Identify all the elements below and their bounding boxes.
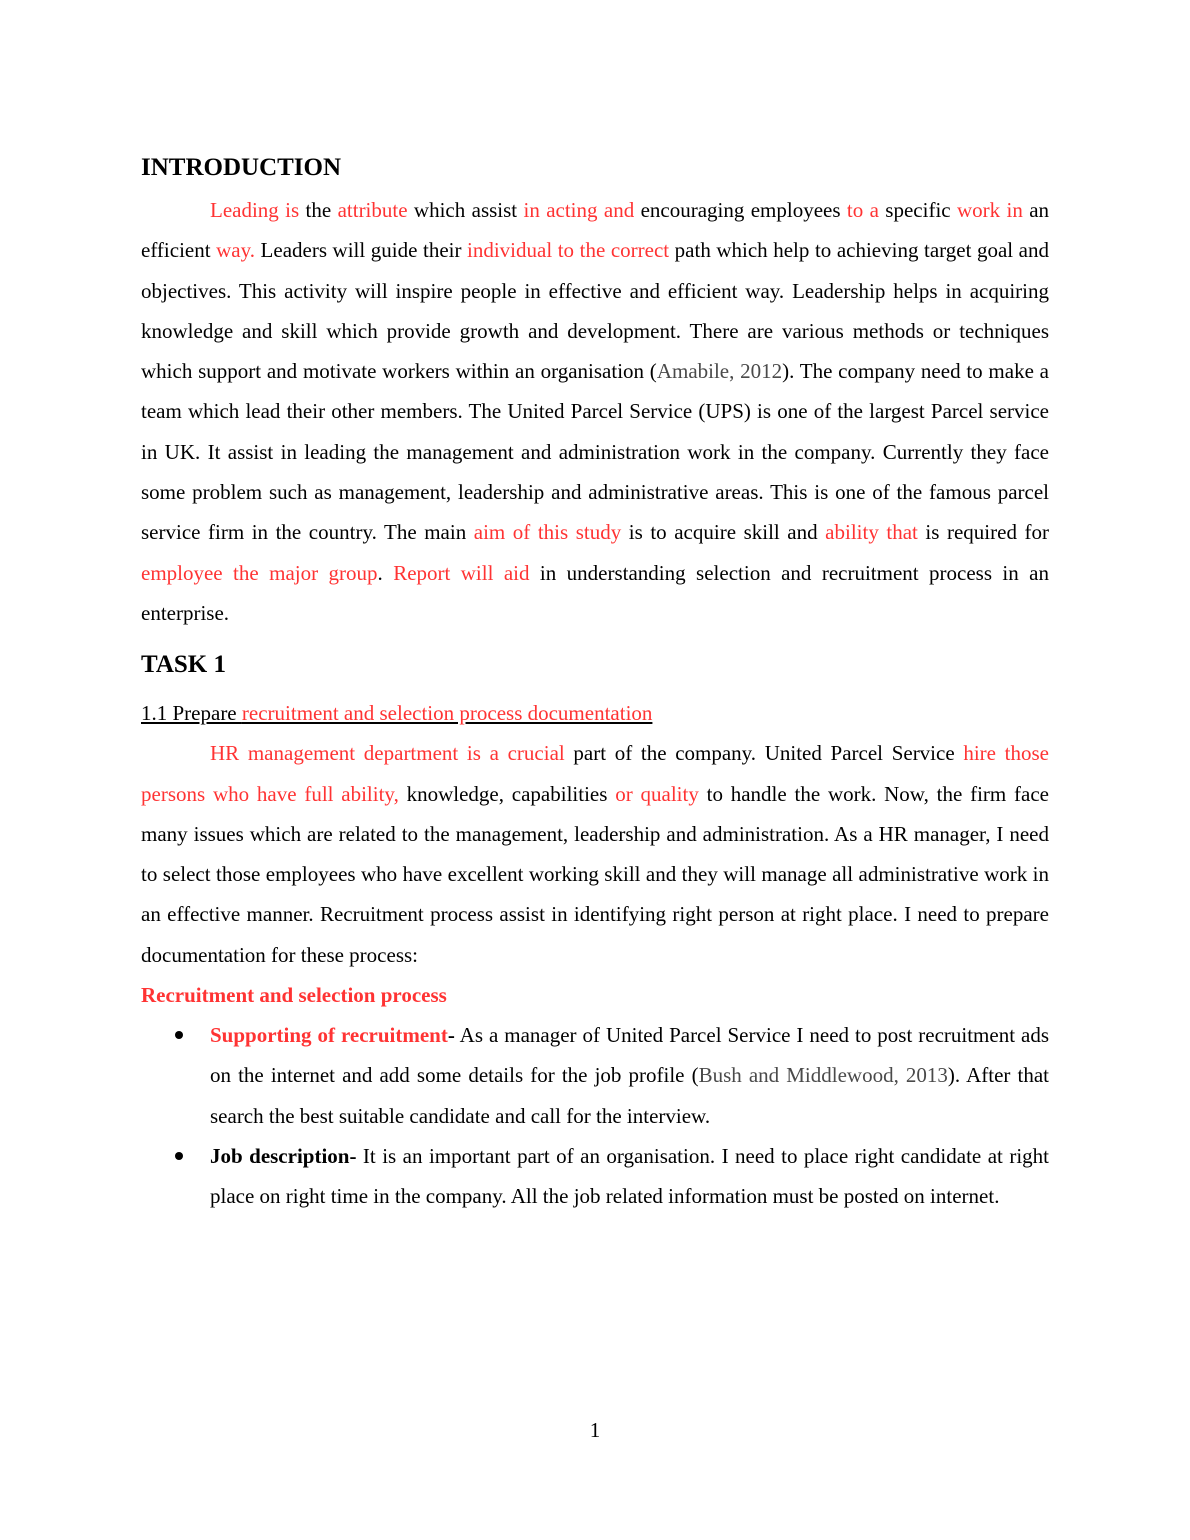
introduction-paragraph bbox=[141, 190, 1049, 633]
highlighted-text: Leading is bbox=[210, 198, 300, 222]
text-run: Leaders will guide their bbox=[255, 238, 468, 263]
text-run: It is an important part of an organisation. I need to place right candidate at right place on right time in the company. All the job related information must be posted on internet. bbox=[210, 1143, 1049, 1209]
task1-heading: TASK 1 bbox=[141, 651, 226, 679]
text-run: ). The company need to make a team which lead their other members. The United Parcel Service (UPS) is one of the largest Parcel service in UK. It assist in leading the management and administration work in the company. Currently they face some problem such as management, leadership and administrative areas. This is one of the famous parcel service firm in the country. The main bbox=[141, 359, 1049, 545]
task1-subheading bbox=[141, 693, 1049, 733]
text-run: is to acquire skill and bbox=[621, 520, 826, 545]
highlighted-text: work in bbox=[956, 198, 1023, 222]
text-run: knowledge, capabilities bbox=[398, 781, 616, 806]
text-run: which assist bbox=[407, 198, 524, 222]
text-run: . bbox=[377, 560, 394, 585]
bullet-item-recruitment-support bbox=[141, 1015, 1049, 1136]
text-run: specific bbox=[878, 198, 957, 222]
bullet-text bbox=[210, 1023, 1049, 1128]
highlighted-text: ability that bbox=[825, 520, 918, 545]
bullet-dot-icon bbox=[175, 1031, 183, 1039]
text-run: encouraging employees bbox=[634, 198, 847, 222]
text-run: path which help to achieving target goal and objectives. This activity will inspire people in effective and efficient way. Leadership helps in acquiring knowledge and skill which provide growth and development. There are various methods or techniques which support and motivate workers within an organisation ( bbox=[141, 238, 1050, 384]
text-run: to handle the work. Now, the firm face many issues which are related to the management, leadership and administration. As a HR manager, I need to select those employees who have excellent working skill and they will manage all administrative work in an effective manner. Recruitment process assist in identifying right person at right place. I need to prepare documentation for these process: bbox=[141, 781, 1049, 967]
bullet-dot-icon bbox=[175, 1152, 183, 1160]
text-run: an efficient bbox=[141, 198, 1050, 263]
bullet-item-job-description bbox=[141, 1136, 1049, 1217]
text-run: As a manager of United Parcel Service I need to post recruitment ads on the internet and add some details for the job profile ( bbox=[210, 1023, 1049, 1088]
bold-text: Job description- bbox=[210, 1143, 357, 1168]
highlighted-text: individual to the correct bbox=[467, 238, 670, 263]
highlighted-text: to a bbox=[846, 198, 879, 222]
bullet-list bbox=[141, 1015, 1049, 1216]
highlighted-text: or quality bbox=[615, 781, 699, 806]
section-title: Recruitment and selection process bbox=[141, 983, 447, 1008]
highlighted-text: employee the major group bbox=[141, 560, 378, 585]
text-run: is required for bbox=[917, 520, 1049, 545]
text-run: part of the company. United Parcel Service bbox=[564, 741, 964, 766]
highlighted-text: way. bbox=[216, 238, 255, 263]
subheading-prefix: 1.1 Prepare bbox=[141, 701, 242, 726]
subheading-red-text: recruitment and selection process documentation bbox=[241, 701, 653, 726]
highlighted-text: hire those persons who have full ability, bbox=[141, 741, 1049, 806]
introduction-heading: INTRODUCTION bbox=[141, 154, 342, 181]
citation: Bush and Middlewood, 2013 bbox=[698, 1063, 948, 1088]
highlighted-text: Report will aid bbox=[393, 560, 530, 585]
highlighted-bold-text: Supporting of recruitment bbox=[210, 1023, 448, 1048]
task1-paragraph bbox=[141, 733, 1049, 975]
page-content bbox=[141, 148, 1049, 1217]
bold-text: - bbox=[447, 1023, 455, 1048]
text-run: in understanding selection and recruitment process in an enterprise. bbox=[141, 560, 1050, 625]
highlighted-text: aim of this study bbox=[473, 520, 622, 545]
citation: Amabile, 2012 bbox=[656, 359, 783, 384]
page-number: 1 bbox=[589, 1418, 601, 1442]
highlighted-text: attribute bbox=[337, 198, 408, 222]
bullet-text bbox=[210, 1144, 1049, 1208]
text-run: the bbox=[299, 198, 338, 222]
highlighted-text: HR management department is a crucial bbox=[210, 741, 565, 766]
highlighted-text: in acting and bbox=[523, 198, 635, 222]
text-run: ). After that search the best suitable candidate and call for the interview. bbox=[210, 1063, 1049, 1128]
